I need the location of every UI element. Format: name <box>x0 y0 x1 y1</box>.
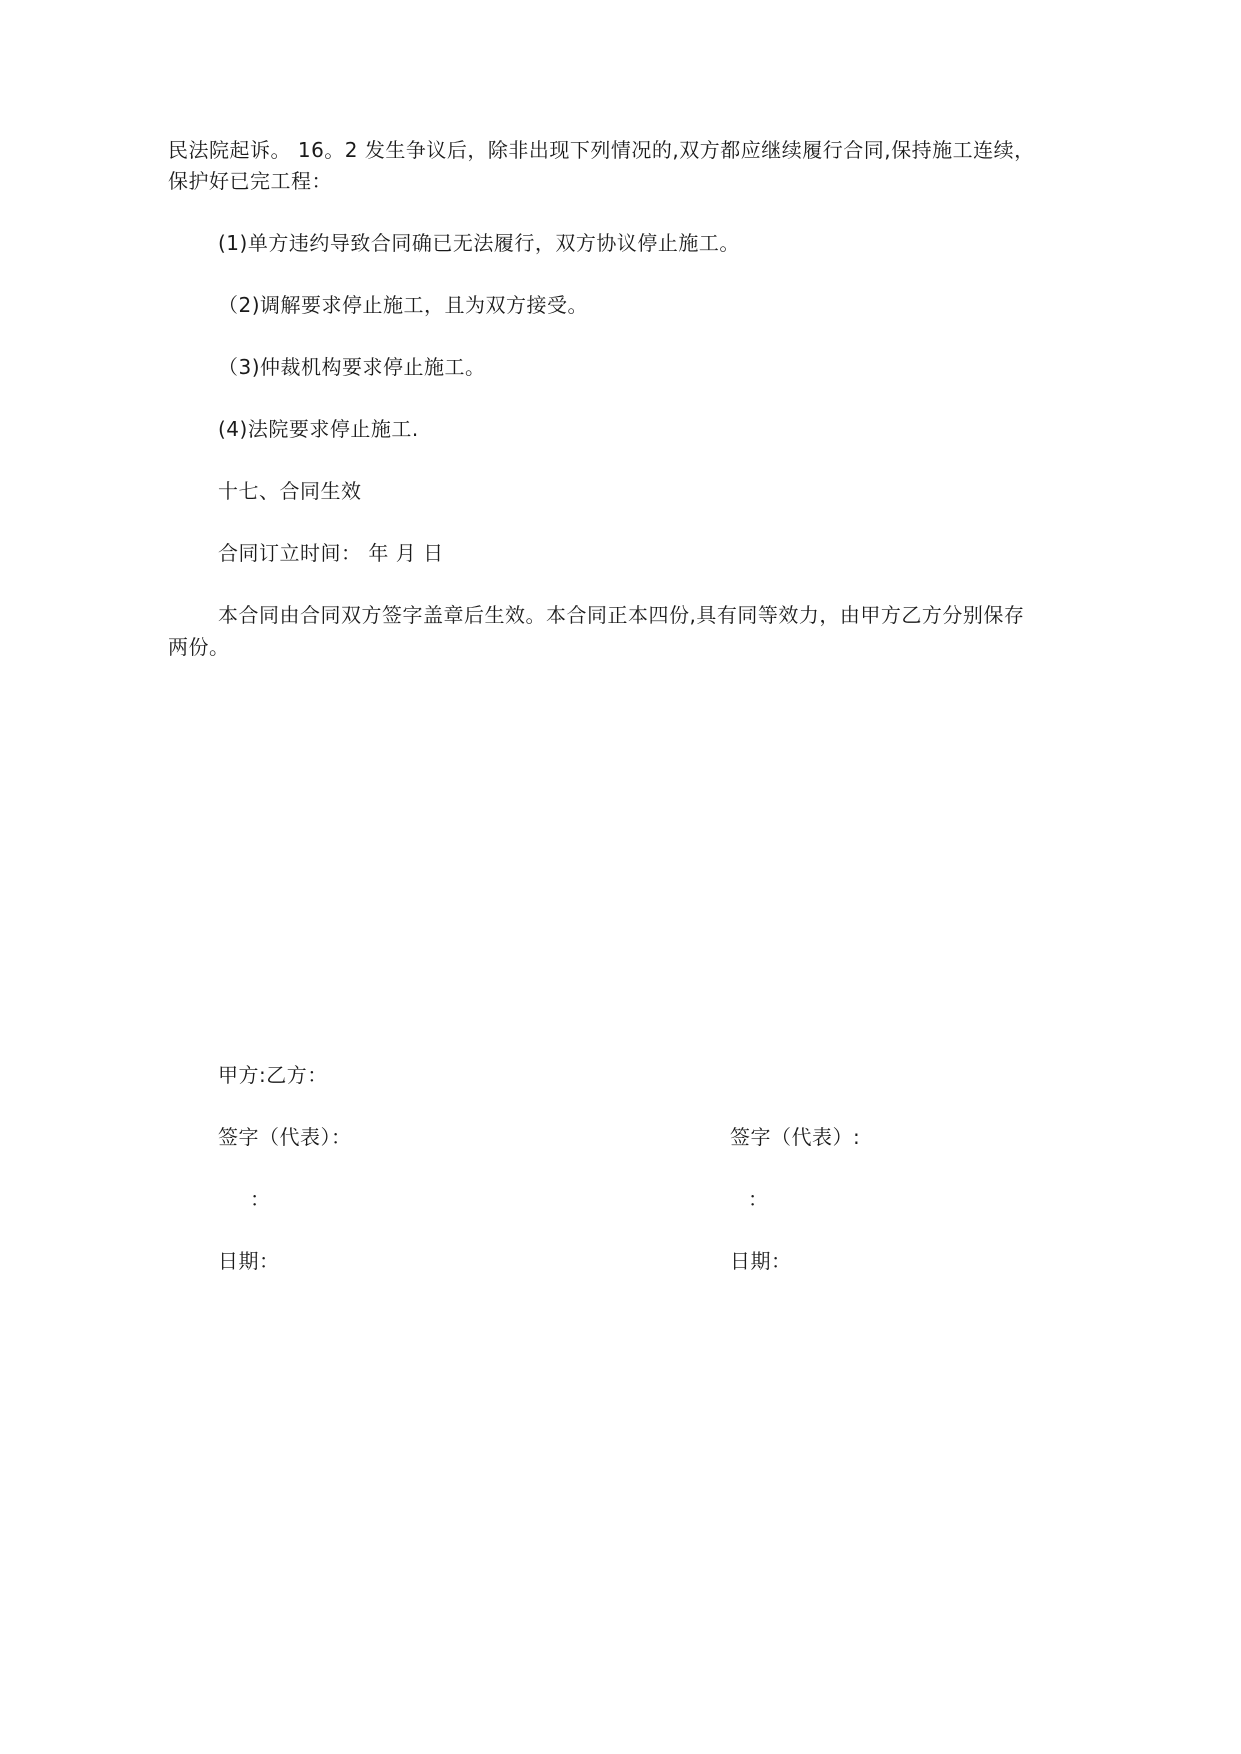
right-date-label: 日期： <box>730 1249 792 1273</box>
right-colon: ： <box>748 1187 769 1211</box>
list-item-2: （2)调解要求停止施工，且为双方接受。 <box>218 293 589 317</box>
list-item-4: (4)法院要求停止施工. <box>218 417 419 441</box>
contract-date-line: 合同订立时间： 年 月 日 <box>218 541 444 565</box>
parties-line: 甲方:乙方： <box>218 1063 328 1087</box>
effect-line-1: 本合同由合同双方签字盖章后生效。本合同正本四份,具有同等效力，由甲方乙方分别保存 <box>218 603 1025 627</box>
right-sign-label: 签字（代表）: <box>730 1125 861 1149</box>
list-item-1: (1)单方违约导致合同确已无法履行，双方协议停止施工。 <box>218 231 740 255</box>
intro-line-1: 民法院起诉。 16。2 发生争议后，除非出现下列情况的,双方都应继续履行合同,保持施工连续， <box>168 138 1035 162</box>
effect-line-2: 两份。 <box>168 635 230 659</box>
section-title: 十七、合同生效 <box>218 479 362 503</box>
intro-line-2: 保护好已完工程： <box>168 169 332 193</box>
left-date-label: 日期： <box>218 1249 280 1273</box>
left-sign-label: 签字（代表）： <box>218 1125 352 1149</box>
left-colon: ： <box>250 1187 271 1211</box>
list-item-3: （3)仲裁机构要求停止施工。 <box>218 355 486 379</box>
